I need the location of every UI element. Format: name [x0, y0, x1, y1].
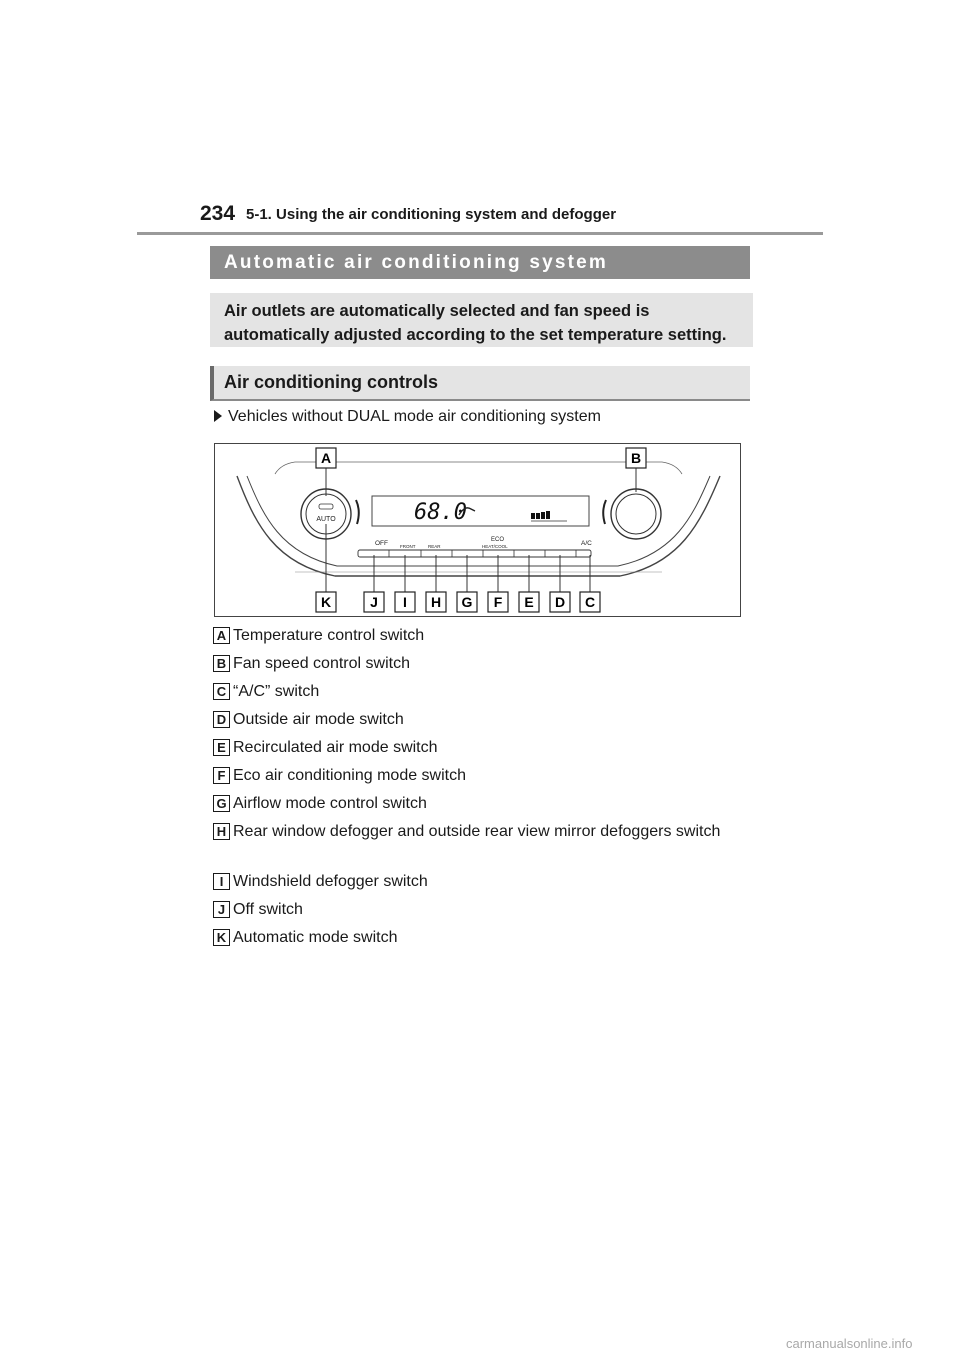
- intro-box: [210, 293, 753, 347]
- svg-text:B: B: [630, 450, 642, 466]
- legend-item: [213, 625, 753, 653]
- legend-text: Outside air mode switch: [233, 711, 404, 728]
- legend-text: Off switch: [233, 901, 303, 918]
- legend-key: K: [213, 929, 230, 946]
- legend-item: [213, 899, 753, 927]
- callout-leader-lines: [326, 468, 636, 592]
- legend-text: Eco air conditioning mode switch: [233, 767, 467, 784]
- svg-text:G: G: [461, 594, 473, 610]
- subsection-title: Air conditioning controls: [224, 372, 438, 392]
- legend-item: [213, 871, 753, 899]
- bullet-triangle-icon: [214, 410, 222, 422]
- legend-item: [213, 681, 753, 709]
- callout-C: [580, 592, 600, 612]
- legend-key: D: [213, 711, 230, 728]
- legend-item: [213, 793, 753, 821]
- temperature-readout: 68.0: [414, 500, 467, 525]
- legend-item: [213, 927, 753, 955]
- subsection-title-bar: [210, 366, 750, 401]
- callout-J: [364, 592, 384, 612]
- footer-watermark: carmanualsonline.info: [786, 1336, 913, 1351]
- callout-G: [457, 592, 477, 612]
- callout-B: [626, 448, 646, 468]
- legend-item: [213, 765, 753, 793]
- vehicle-variant-bullet: [214, 408, 601, 426]
- callout-I: [395, 592, 415, 612]
- svg-text:H: H: [430, 594, 442, 610]
- section-title-bar: [210, 246, 750, 279]
- intro-text: Air outlets are automatically selected and fan speed is automatically adjusted according to the set temperature setting.: [224, 302, 727, 344]
- callout-D: [550, 592, 570, 612]
- legend-key: E: [213, 739, 230, 756]
- legend-key: G: [213, 795, 230, 812]
- callout-A: [316, 448, 336, 468]
- callout-E: [519, 592, 539, 612]
- legend-text: Temperature control switch: [233, 627, 425, 644]
- control-panel-figure: [214, 443, 741, 617]
- control-panel-illustration: [215, 444, 741, 617]
- legend-key: J: [213, 901, 230, 918]
- svg-text:A: A: [320, 450, 332, 466]
- heat-cool-label: HEAT/COOL: [482, 544, 508, 549]
- legend-item: [213, 737, 753, 765]
- legend-item: [213, 709, 753, 737]
- section-title: Automatic air conditioning system: [224, 252, 609, 273]
- legend-key: H: [213, 823, 230, 840]
- legend-key: C: [213, 683, 230, 700]
- svg-text:E: E: [524, 594, 534, 610]
- legend-text: Fan speed control switch: [233, 655, 410, 672]
- legend-item: [213, 821, 753, 871]
- svg-text:F: F: [493, 594, 503, 610]
- legend-list: [213, 625, 753, 955]
- front-label: FRONT: [400, 544, 416, 549]
- svg-text:K: K: [320, 594, 332, 610]
- eco-label: ECO: [491, 537, 505, 543]
- bullet-text: Vehicles without DUAL mode air conditioning system: [228, 408, 601, 425]
- callout-K: [316, 592, 336, 612]
- header-rule: [137, 232, 823, 235]
- legend-text: Automatic mode switch: [233, 929, 398, 946]
- svg-text:J: J: [370, 594, 378, 610]
- page-number: 234: [200, 202, 236, 225]
- legend-text: Airflow mode control switch: [233, 795, 427, 812]
- legend-key: B: [213, 655, 230, 672]
- legend-key: F: [213, 767, 230, 784]
- fan-knob: [611, 489, 661, 539]
- legend-text: Recirculated air mode switch: [233, 739, 438, 756]
- legend-text: “A/C” switch: [233, 683, 320, 700]
- chapter-heading: 5-1. Using the air conditioning system and defogger: [246, 206, 617, 223]
- off-label: OFF: [375, 540, 388, 547]
- auto-knob-label: AUTO: [316, 516, 336, 523]
- callout-F: [488, 592, 508, 612]
- button-row: [358, 550, 591, 557]
- callout-H: [426, 592, 446, 612]
- legend-text: Windshield defogger switch: [233, 873, 428, 890]
- svg-text:C: C: [584, 594, 596, 610]
- legend-item: [213, 653, 753, 681]
- legend-key: A: [213, 627, 230, 644]
- ac-label: A/C: [581, 540, 592, 547]
- svg-text:I: I: [403, 594, 407, 610]
- svg-text:D: D: [554, 594, 566, 610]
- rear-label: REAR: [428, 544, 441, 549]
- legend-key: I: [213, 873, 230, 890]
- legend-text: Rear window defogger and outside rear view mirror defoggers switch: [233, 823, 721, 840]
